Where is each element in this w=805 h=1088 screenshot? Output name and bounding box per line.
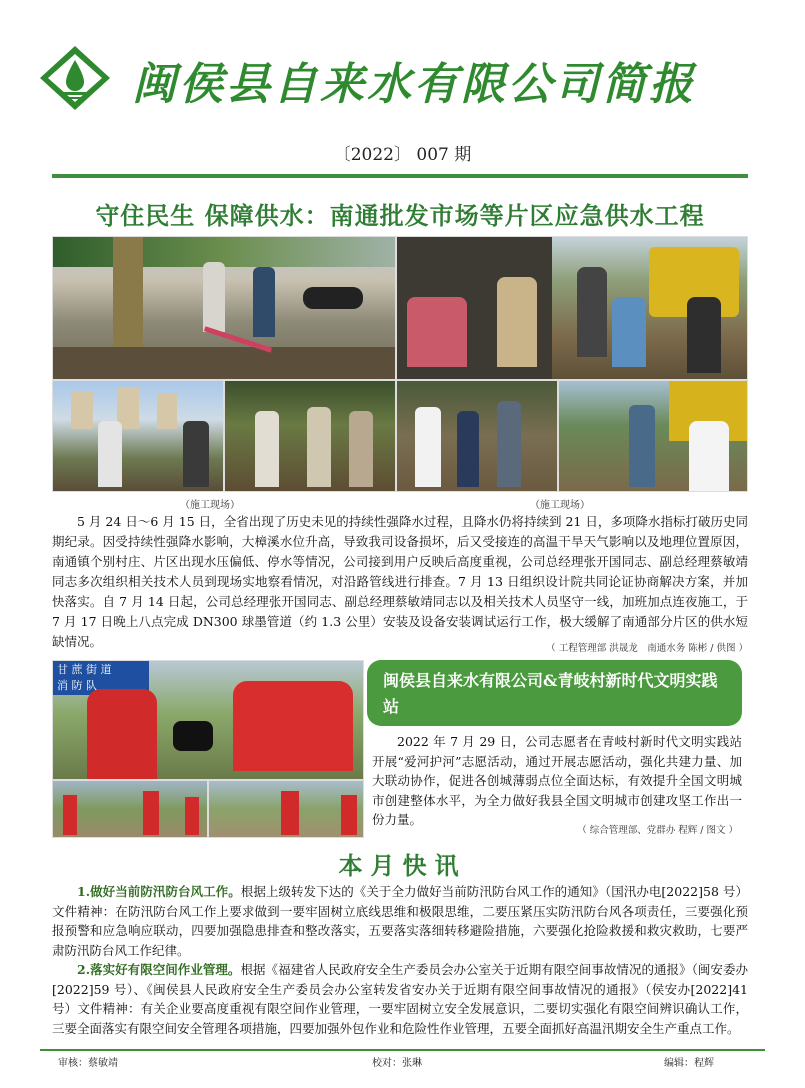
company-logo xyxy=(38,44,112,112)
article1-headline: 守住民生 保障供水：南通批发市场等片区应急供水工程 xyxy=(95,202,705,230)
footer-reviewer: 审核：蔡敏靖 xyxy=(58,1058,118,1069)
quick-news-item-1 xyxy=(52,882,748,960)
article1-credit: （ 工程管理部 洪晟龙 南通水务 陈彬 / 供图 ） xyxy=(546,643,748,654)
quick-news-title: 本月快讯 xyxy=(338,852,467,880)
quick-news-item-2 xyxy=(52,960,748,1038)
newsletter-masthead: 闽侯县自来水有限公司简报 xyxy=(132,59,696,110)
quick-news-item-2-body: 根据《福建省人民政府安全生产委员会办公室关于近期有限空间事故情况的通报》（闽安委办[2022]59 号）、《闽侯县人民政府安全生产委员会办公室转发省安办关于近期有限空间事故情况的通报》（侯安办[2022]41 号）文件精神：有关企业要高度重视有限空间作业管理，一要牢固树立安全发展意识，二要切实强化有限空间辨识确认工作，三要全面落实有限空间安全管理各项措施，四要加强外包作业和危险性作业管理，五要全面抓好高温汛期安全生产重点工作。 xyxy=(52,962,748,1036)
issue-number: 〔2022〕 007 期 xyxy=(333,145,472,165)
article2-title-box: 闽侯县自来水有限公司&青岐村新时代文明实践站 xyxy=(367,660,742,726)
footer-proofreader: 校对：张琳 xyxy=(372,1058,422,1069)
footer-editor: 编辑：程辉 xyxy=(664,1058,714,1069)
volunteer-photo-main xyxy=(52,660,364,780)
article1-body: 5 月 24 日～6 月 15 日，全省出现了历史未见的持续性强降水过程，且降水仍将持续到 21 日，多项降水指标打破历史同期纪录。因受持续性强降水影响，大樟溪水位升高，导致我司设备损坏，后又受接连的高温干旱天气影响以及地理位置原因，南通镇个别村庄、片区出现水压偏低、停水等情况，公司接到用户反映后高度重视，公司总经理张开国同志、副总经理蔡敏靖同志多次组织相关技术人员到现场实地察看情况，对沿路管线进行排查。7 月 13 日组织设计院共同论证协商解决方案，并加快落实。自 7 月 14 日起，公司总经理张开国同志、副总经理蔡敏靖同志以及相关技术人员坚守一线，加班加点连夜施工，于 7 月 17 日晚上八点完成 DN300 球墨管道（约 1.3 公里）安装及设备安装调试运行工作，极大缓解了南通部分片区的供水短缺情况。 xyxy=(52,514,748,649)
construction-photo-site xyxy=(558,380,748,492)
construction-photo-excavator xyxy=(396,236,748,380)
quick-news-item-2-lead: 2.落实好有限空间作业管理。 xyxy=(77,962,241,977)
article2-credit: （ 综合管理部、党群办 程辉 / 图文 ） xyxy=(577,825,738,836)
construction-photo-digging xyxy=(396,380,558,492)
street-sign-line1: 甘 蔗 街 道 xyxy=(57,663,112,676)
construction-photo-street xyxy=(52,236,396,380)
volunteer-photo-small-2 xyxy=(208,780,364,838)
photo-caption-right: （施工现场） xyxy=(530,500,590,511)
construction-photo-workers xyxy=(224,380,396,492)
quick-news-item-1-body: 根据上级转发下达的《关于全力做好当前防汛防台风工作的通知》（国汛办电[2022]58 号）文件精神：在防汛防台风工作上要求做到一要牢固树立底线思维和极限思维，二要压紧压实防汛防台风各项责任，三要强化预报预警和应急响应联动，四要加强隐患排查和整改落实，五要落实落细转移避险措施，六要强化抢险救援和救灾救助，七要严肃防汛防台风工作纪律。 xyxy=(52,884,748,958)
street-sign-line2: 消 防 队 xyxy=(57,679,97,692)
article2-body: 2022 年 7 月 29 日，公司志愿者在青岐村新时代文明实践站开展“爱河护河”志愿活动，通过开展志愿活动，强化共建力量、加大联动协作，促进各创城薄弱点位全面达标，有效提升全国文明城市创建整体水平，为全力做好我县全国文明城市创建攻坚工作出一份力量。 xyxy=(372,734,742,827)
photo-caption-left: （施工现场） xyxy=(180,500,240,511)
volunteer-photo-small-1 xyxy=(52,780,208,838)
quick-news-item-1-lead: 1.做好当前防汛防台风工作。 xyxy=(77,884,241,899)
footer-divider xyxy=(40,1049,765,1051)
construction-photo-buildings xyxy=(52,380,224,492)
header-divider xyxy=(52,174,748,178)
